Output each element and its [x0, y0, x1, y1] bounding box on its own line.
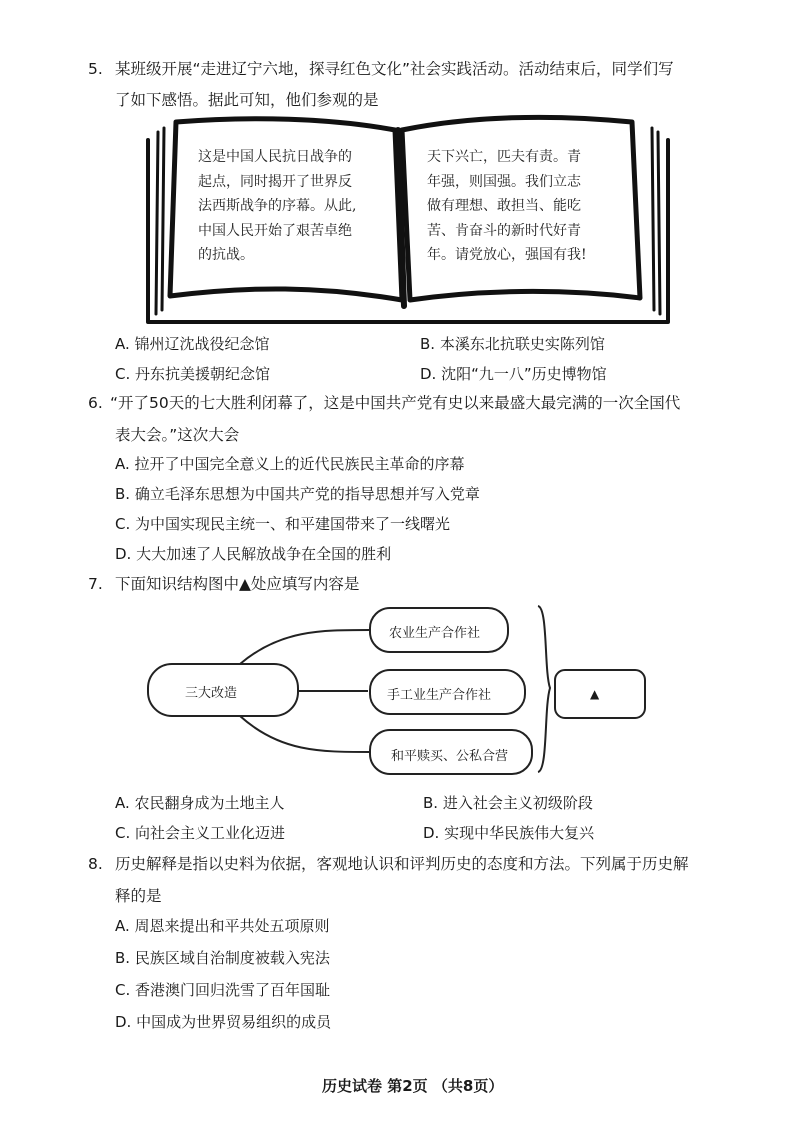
q8-number: 8.: [88, 855, 103, 873]
book-right-line: 年。请党放心，强国有我!: [427, 247, 587, 263]
q6-stem-line2: 表大会。”这次大会: [115, 426, 240, 444]
diagram-branch-handicraft: 手工业生产合作社: [387, 688, 492, 703]
q5-option-b[interactable]: B. 本溪东北抗联史实陈列馆: [420, 335, 605, 353]
book-left-line: 的抗战。: [198, 247, 254, 263]
q5-stem-line2: 了如下感悟。据此可知，他们参观的是: [115, 91, 379, 109]
q6-option-a[interactable]: A. 拉开了中国完全意义上的近代民族民主革命的序幕: [115, 455, 465, 473]
q6-stem-line1: “开了50天的七大胜利闭幕了，这是中国共产党有史以来最盛大最完满的一次全国代: [110, 394, 681, 412]
q7-option-c[interactable]: C. 向社会主义工业化迈进: [115, 824, 286, 842]
q7-stem: 下面知识结构图中▲处应填写内容是: [115, 575, 360, 593]
q8-option-d[interactable]: D. 中国成为世界贸易组织的成员: [115, 1013, 332, 1031]
book-right-line: 做有理想、敢担当、能吃: [427, 198, 581, 214]
q5-number: 5.: [88, 60, 103, 78]
page-footer: 历史试卷 第2页 （共8页）: [322, 1077, 504, 1095]
book-left-line: 中国人民开始了艰苦卓绝: [198, 222, 352, 239]
q8-option-b[interactable]: B. 民族区域自治制度被载入宪法: [115, 949, 330, 967]
book-right-line: 天下兴亡，匹夫有责。青: [427, 149, 581, 165]
q5-option-d[interactable]: D. 沈阳“九一八”历史博物馆: [420, 365, 607, 383]
diagram-branch-commerce: 和平赎买、公私合营: [391, 749, 509, 764]
q7-option-b[interactable]: B. 进入社会主义初级阶段: [423, 794, 593, 812]
diagram-target-triangle: ▲: [590, 687, 600, 701]
book-right-line: 苦、肯奋斗的新时代好青: [427, 222, 581, 239]
q7-number: 7.: [88, 575, 103, 593]
book-left-line: 起点，同时揭开了世界反: [198, 173, 352, 190]
book-left-line: 法西斯战争的序幕。从此,: [198, 198, 357, 214]
q5-option-a[interactable]: A. 锦州辽沈战役纪念馆: [115, 335, 270, 353]
book-left-page-text: [198, 145, 356, 268]
book-right-line: 年强，则国强。我们立志: [427, 173, 581, 190]
q6-option-b[interactable]: B. 确立毛泽东思想为中国共产党的指导思想并写入党章: [115, 485, 480, 503]
q7-option-d[interactable]: D. 实现中华民族伟大复兴: [423, 824, 595, 842]
q8-option-c[interactable]: C. 香港澳门回归洗雪了百年国耻: [115, 981, 331, 999]
q6-option-d[interactable]: D. 大大加速了人民解放战争在全国的胜利: [115, 545, 392, 563]
q7-option-a[interactable]: A. 农民翻身成为土地主人: [115, 794, 285, 812]
q8-stem-line2: 释的是: [115, 887, 162, 905]
q8-option-a[interactable]: A. 周恩来提出和平共处五项原则: [115, 917, 330, 935]
q6-option-c[interactable]: C. 为中国实现民主统一、和平建国带来了一线曙光: [115, 515, 451, 533]
q5-option-c[interactable]: C. 丹东抗美援朝纪念馆: [115, 365, 271, 383]
diagram-branch-agriculture: 农业生产合作社: [389, 626, 481, 641]
book-left-line: 这是中国人民抗日战争的: [198, 149, 352, 165]
q6-number: 6.: [88, 394, 103, 412]
book-right-page-text: [427, 145, 587, 268]
q8-stem-line1: 历史解释是指以史料为依据，客观地认识和评判历史的态度和方法。下列属于历史解: [115, 855, 689, 873]
diagram-center-node: 三大改造: [185, 686, 238, 701]
q5-stem-line1: 某班级开展“走进辽宁六地，探寻红色文化”社会实践活动。活动结束后，同学们写: [115, 60, 674, 78]
